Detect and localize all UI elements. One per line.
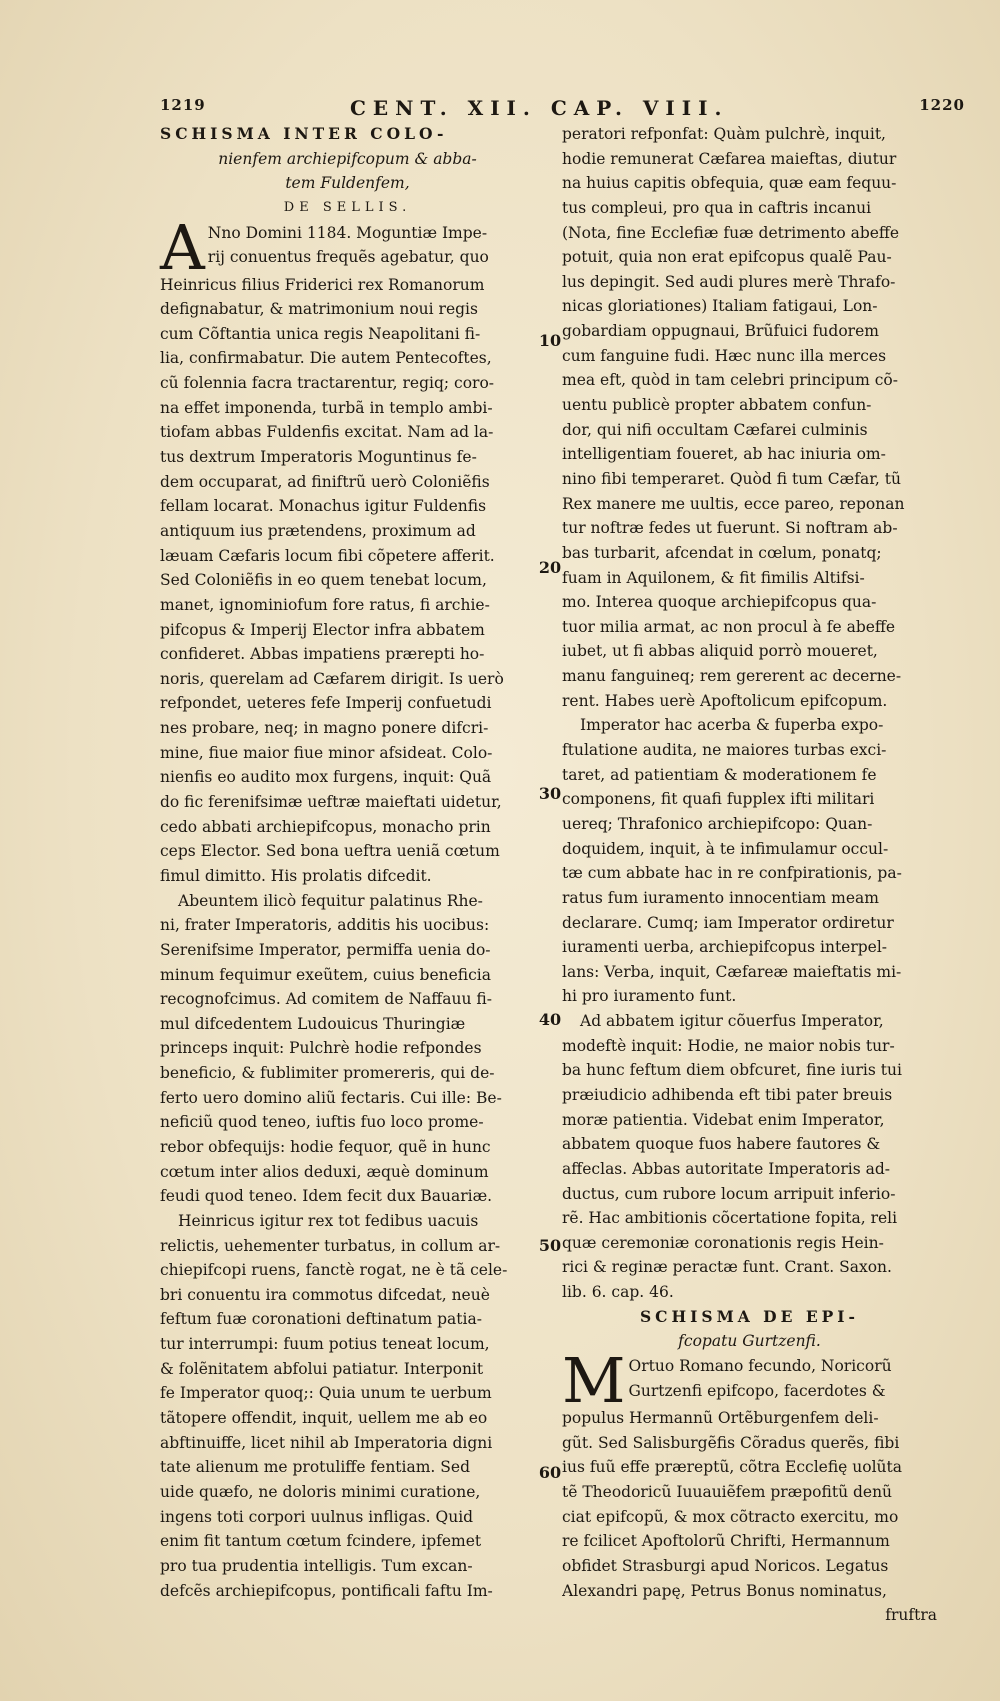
text-line: Sed Coloniẽfis in eo quem tenebat locum,	[160, 571, 487, 590]
text-line: abftinuiffe, licet nihil ab Imperatoria digni	[160, 1433, 493, 1452]
text-line: fe Imperator quoq;: Quia unum te uerbum	[160, 1384, 492, 1403]
text-line: ceps Elector. Sed bona ueftra ueniã cœtum	[160, 842, 500, 861]
text-line: rent. Habes uerè Apoftolicum epifcopum.	[562, 691, 888, 710]
text-line: refpondet, ueteres fefe Imperij confuetudi	[160, 694, 492, 713]
running-head: CENT. XII. CAP. VIII.	[350, 96, 729, 120]
line-number: 10	[538, 331, 562, 350]
text-line: neficiũ quod teneo, iuftis fuo loco prome-	[160, 1113, 484, 1132]
page-number-right: 1220	[919, 96, 965, 114]
line-number: 30	[538, 784, 562, 803]
text-line: hodie remunerat Cæfarea maieftas, diutur	[562, 149, 897, 168]
text-line: nicas gloriationes) Italiam fatigaui, Lon-	[562, 297, 878, 316]
text-line: uereq; Thrafonico archiepifcopo: Quan-	[562, 814, 873, 833]
text-line: componens, fit quafi fupplex ifti militari	[562, 790, 875, 809]
section-title: SCHISMA INTER COLO-	[160, 124, 448, 143]
text-line: cœtum inter alios deduxi, æquè dominum	[160, 1162, 489, 1181]
text-line: tãtopere offendit, inquit, uellem me ab eo	[160, 1409, 488, 1428]
text-line: affeclas. Abbas autoritate Imperatoris ad-	[562, 1159, 890, 1178]
text-line: tus compleui, pro qua in caftris incanui	[562, 198, 872, 217]
text-line: re fcilicet Apoftolorũ Chrifti, Hermannum	[562, 1532, 890, 1551]
text-line: ferto uero domino aliũ fectaris. Cui ille: Be-	[160, 1088, 502, 1107]
text-line: manet, ignominiofum fore ratus, fi archie-	[160, 595, 490, 614]
text-line: minum fequimur exeũtem, cuius beneficia	[160, 965, 492, 984]
text-line: recognofcimus. Ad comitem de Naffauu fi-	[160, 990, 492, 1009]
text-line: pro tua prudentia intelligis. Tum excan-	[160, 1556, 473, 1575]
text-line: fimul dimitto. His prolatis difcedit.	[160, 866, 432, 885]
text-line: relictis, uehementer turbatus, in collum ar-	[160, 1236, 501, 1255]
text-line: do fic ferenifsimæ ueftræ maieftati uidetur,	[160, 793, 502, 812]
text-line: ciat epifcopũ, & mox cõtracto exercitu, mo	[562, 1507, 899, 1526]
text-line: manu fanguineq; rem gererent ac decerne-	[562, 667, 902, 686]
text-line: Ortuo Romano fecundo, Noricorũ	[628, 1357, 892, 1376]
text-line: Alexandri papę, Petrus Bonus nominatus,	[562, 1581, 887, 1600]
text-line: cum fanguine fudi. Hæc nunc illa merces	[562, 346, 887, 365]
text-line: mo. Interea quoque archiepifcopus qua-	[562, 593, 877, 612]
section-subtitle: fcopatu Gurtzenfi.	[678, 1332, 821, 1351]
text-line: taret, ad patientiam & moderationem fe	[562, 765, 877, 784]
text-line: pifcopus & Imperij Elector infra abbatem	[160, 620, 485, 639]
text-line: tuor milia armat, ac non procul à fe abeffe	[562, 617, 896, 636]
text-line: cedo abbati archiepifcopus, monacho prin	[160, 817, 491, 836]
text-line: uide quæfo, ne doloris minimi curatione,	[160, 1482, 481, 1501]
text-line: Imperator hac acerba & fuperba expo-	[580, 716, 884, 735]
text-line: ius fuũ effe præreptũ, cõtra Ecclefię uolũta	[562, 1458, 902, 1477]
text-line: chiepifcopi ruens, fanctè rogat, ne è tã cele-	[160, 1261, 508, 1280]
text-line: mea eft, quòd in tam celebri principum cõ-	[562, 371, 898, 390]
text-line: tus dextrum Imperatoris Moguntinus fe-	[160, 448, 477, 467]
text-line: læuam Cæfaris locum fibi cõpetere afferit.	[160, 546, 495, 565]
text-line: nes probare, neq; in magno ponere difcri-	[160, 719, 489, 738]
page-number-left: 1219	[160, 96, 206, 114]
drop-cap: M	[562, 1344, 626, 1418]
text-line: defcẽs archiepifcopus, pontificali faftu Im-	[160, 1581, 493, 1600]
text-line: enim fit tantum cœtum fcindere, ipfemet	[160, 1532, 482, 1551]
text-line: noris, querelam ad Cæfarem dirigit. Is uerò	[160, 669, 504, 688]
text-line: mul difcedentem Ludouicus Thuringiæ	[160, 1014, 466, 1033]
text-line: ductus, cum rubore locum arripuit inferio-	[562, 1184, 896, 1203]
text-line: feftum fuæ coronationi deftinatum patia-	[160, 1310, 482, 1329]
left-column	[160, 122, 535, 1603]
text-line: cũ folennia facra tractarentur, regiq; coro-	[160, 374, 495, 393]
text-line: antiquum ius prætendens, proximum ad	[160, 521, 476, 540]
text-line: bas turbarit, afcendat in cœlum, ponatq;	[562, 543, 882, 562]
text-line: beneficio, & fublimiter promereris, qui de-	[160, 1064, 495, 1083]
text-line: tẽ Theodoricũ Iuuauiẽfem præpofitũ denũ	[562, 1482, 893, 1501]
text-line: ingens toti corpori uulnus infligas. Quid	[160, 1507, 474, 1526]
text-line: Heinricus igitur rex tot fedibus uacuis	[178, 1211, 479, 1230]
text-line: gobardiam oppugnaui, Brũfuici fudorem	[562, 322, 879, 341]
line-number: 20	[538, 558, 562, 577]
right-column	[562, 122, 937, 1628]
text-line: gũt. Sed Salisburgẽfis Cõradus querẽs, fibi	[562, 1433, 900, 1452]
text-line: fellam locarat. Monachus igitur Fuldenfis	[160, 497, 487, 516]
text-line: Serenifsime Imperator, permiffa uenia do-	[160, 940, 491, 959]
text-line: dem occuparat, ad finiftrũ uerò Coloniẽfis	[160, 472, 490, 491]
catchword: fruftra	[885, 1606, 937, 1625]
text-line: tur noftræ fedes ut fuerunt. Si noftram ab-	[562, 519, 898, 538]
text-line: fuam in Aquilonem, & fit fimilis Altifsi-	[562, 568, 865, 587]
text-line: hi pro iuramento funt.	[562, 987, 737, 1006]
text-line: lans: Verba, inquit, Cæfareæ maieftatis mi-	[562, 962, 902, 981]
text-line: tæ cum abbate hac in re confpirationis, pa-	[562, 864, 902, 883]
text-line: defignabatur, & matrimonium noui regis	[160, 300, 478, 319]
text-line: princeps inquit: Pulchrè hodie refpondes	[160, 1039, 482, 1058]
text-line: Ad abbatem igitur cõuerfus Imperator,	[580, 1012, 884, 1031]
text-line: & folẽnitatem abfolui patiatur. Interponit	[160, 1359, 484, 1378]
text-line: populus Hermannũ Ortẽburgenfem deli-	[562, 1409, 879, 1428]
text-line: præiudicio adhibenda eft tibi pater breuis	[562, 1085, 893, 1104]
text-line: lib. 6. cap. 46.	[562, 1283, 674, 1302]
text-line: cum Cõftantia unica regis Neapolitani fi-	[160, 324, 481, 343]
text-line: abbatem quoque fuos habere fautores &	[562, 1135, 881, 1154]
text-line: obfidet Strasburgi apud Noricos. Legatus	[562, 1556, 889, 1575]
text-line: nienfis eo audito mox furgens, inquit: Quã	[160, 768, 492, 787]
drop-cap: A	[160, 210, 205, 284]
text-line: quæ ceremoniæ coronationis regis Hein-	[562, 1233, 884, 1252]
text-line: Rex manere me uultis, ecce pareo, reponan	[562, 494, 905, 513]
text-line: moræ patientia. Videbat enim Imperator,	[562, 1110, 885, 1129]
text-line: rebor obfequijs: hodie fequor, quẽ in hunc	[160, 1137, 491, 1156]
text-line: rici & reginæ peractæ funt. Crant. Saxon.	[562, 1258, 892, 1277]
running-header	[160, 96, 965, 122]
text-line: (Nota, fine Ecclefiæ fuæ detrimento abeffe	[562, 223, 900, 242]
text-line: feudi quod teneo. Idem fecit dux Bauariæ.	[160, 1187, 493, 1206]
line-number: 40	[538, 1010, 562, 1029]
text-line: lus depingit. Sed audi plures merè Thrafo-	[562, 272, 896, 291]
text-line: lia, confirmabatur. Die autem Pentecoftes,	[160, 349, 492, 368]
line-number: 60	[538, 1463, 562, 1482]
section-subtitle: tem Fuldenfem,	[285, 174, 410, 193]
text-line: Heinricus filius Friderici rex Romanorum	[160, 275, 485, 294]
text-line: na effet imponenda, turbã in templo ambi-	[160, 398, 493, 417]
text-line: mine, fiue maior fiue minor afsideat. Colo-	[160, 743, 493, 762]
text-line: Abeuntem ilicò fequitur palatinus Rhe-	[178, 891, 483, 910]
text-line: tate alienum me protuliffe fentiam. Sed	[160, 1458, 470, 1477]
text-line: intelligentiam foueret, ab hac iniuria om-	[562, 445, 886, 464]
text-line: ni, frater Imperatoris, additis his uocibus:	[160, 916, 490, 935]
text-line: peratori refponfat: Quàm pulchrè, inquit,	[562, 125, 886, 143]
text-line: potuit, quia non erat epifcopus qualẽ Pau-	[562, 248, 892, 267]
text-line: Nno Domini 1184. Moguntiæ Impe-	[207, 223, 488, 242]
section-subtitle: nienfem archiepifcopum & abba-	[218, 149, 477, 168]
text-line: bri conuentu ira commotus difcedat, neuè	[160, 1285, 490, 1304]
text-line: tiofam abbas Fuldenfis excitat. Nam ad la-	[160, 423, 494, 442]
text-line: dor, qui nifi occultam Cæfarei culminis	[562, 420, 868, 439]
text-line: modeftè inquit: Hodie, ne maior nobis tur-	[562, 1036, 895, 1055]
text-line: Gurtzenfi epifcopo, facerdotes &	[628, 1381, 886, 1400]
text-line: nino fibi temperaret. Quòd fi tum Cæfar, tũ	[562, 469, 901, 488]
text-line: ba hunc feftum diem obfcuret, fine iuris tui	[562, 1061, 902, 1080]
text-line: ftulatione audita, ne maiores turbas exci-	[562, 741, 887, 760]
text-line: iuramenti uerba, archiepifcopus interpel-	[562, 938, 888, 957]
text-line: ratus fum iuramento innocentiam meam	[562, 888, 879, 907]
text-line: rij conuentus frequẽs agebatur, quo	[207, 248, 489, 267]
text-line: doquidem, inquit, à te infimulamur occul-	[562, 839, 889, 858]
text-line: declarare. Cumq; iam Imperator ordiretur	[562, 913, 894, 932]
text-line: rẽ. Hac ambitionis cõcertatione fopita, reli	[562, 1209, 898, 1228]
text-line: na huius capitis obfequia, quæ eam fequu-	[562, 174, 897, 193]
text-line: tur interrumpi: fuum potius teneat locum,	[160, 1335, 490, 1354]
line-number: 50	[538, 1236, 562, 1255]
text-line: iubet, ut fi abbas aliquid porrò moueret,	[562, 642, 878, 661]
section-heading: DE SELLIS.	[283, 199, 412, 215]
text-line: uentu publicè propter abbatem confun-	[562, 396, 872, 415]
text-line: confideret. Abbas impatiens prærepti ho-	[160, 645, 485, 664]
section-title: SCHISMA DE EPI-	[639, 1306, 859, 1326]
